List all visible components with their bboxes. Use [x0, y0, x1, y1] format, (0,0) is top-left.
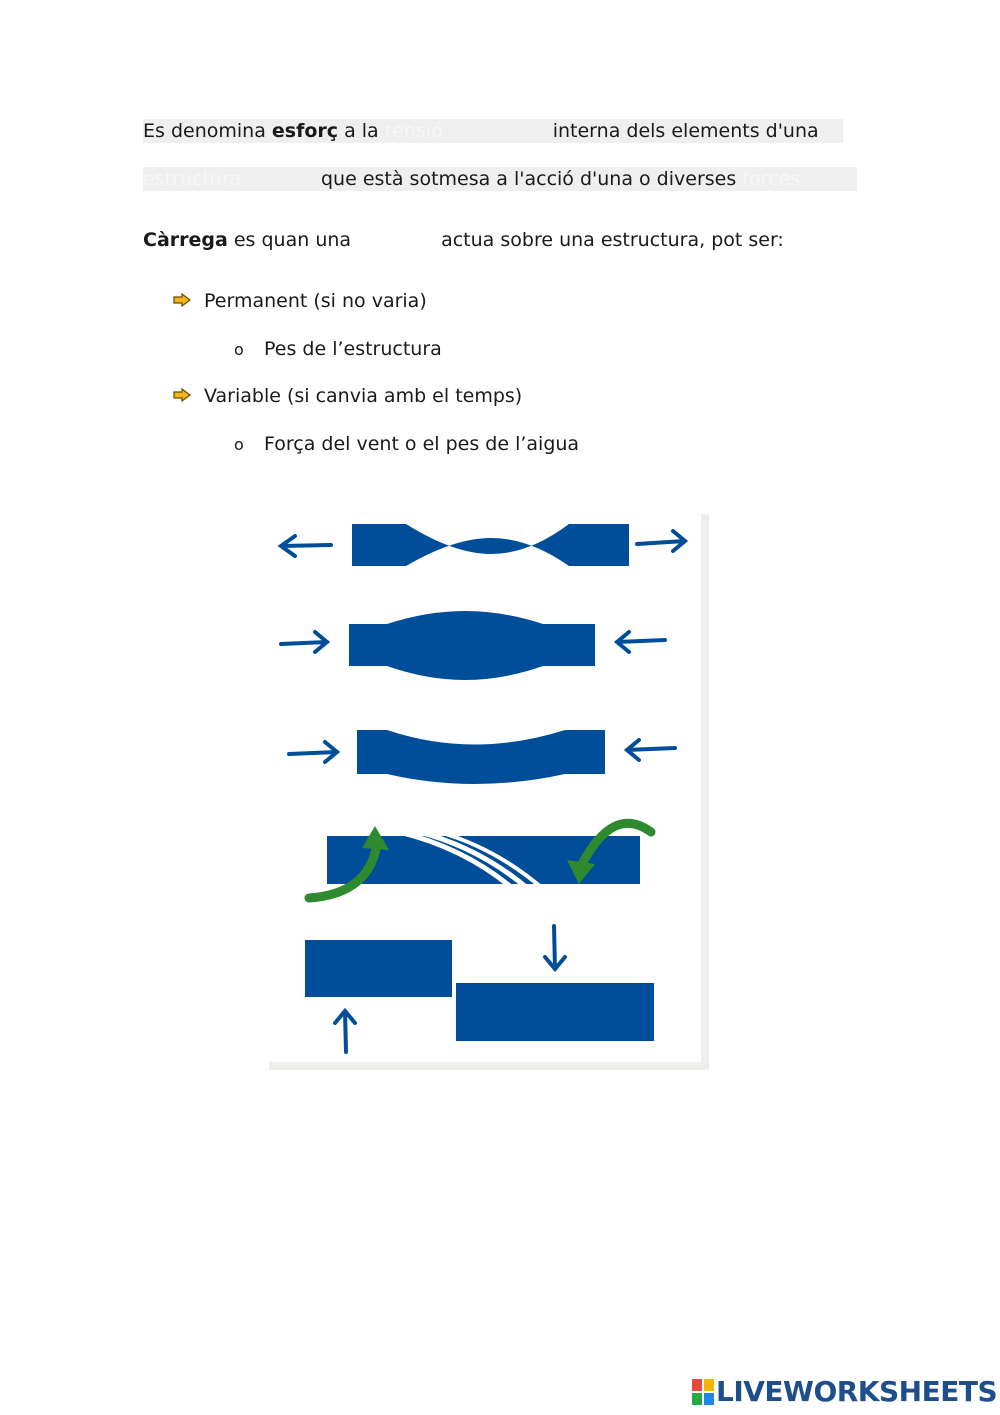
circle-bullet-icon: o — [234, 435, 244, 454]
list-item: Variable (si canvia amb el temps) — [204, 385, 523, 407]
image-border-right — [701, 514, 709, 1070]
arrow-bullet-icon — [173, 388, 191, 402]
text: a la — [338, 120, 385, 142]
text: es quan una — [227, 229, 358, 251]
definition-line-1 — [143, 119, 819, 143]
answer-blank-tensio[interactable]: tensió — [384, 120, 443, 142]
load-definition — [143, 228, 784, 252]
arrow-bullet-icon — [173, 293, 191, 307]
stress-types-diagram — [269, 514, 709, 1070]
answer-blank-estructura[interactable]: estructura — [143, 168, 242, 190]
sub-list-item: Força del vent o el pes de l’aigua — [264, 433, 580, 455]
logo-text: LIVEWORKSHEETS — [716, 1375, 998, 1408]
text: que està sotmesa a l'acció d'una o diverses — [321, 168, 743, 190]
text: Es denomina — [143, 120, 272, 142]
sub-list-item: Pes de l’estructura — [264, 338, 442, 360]
logo-tiles-icon — [692, 1379, 714, 1405]
answer-blank-forces[interactable]: forces — [742, 168, 801, 190]
image-border-bottom — [269, 1062, 709, 1070]
keyword-carrega: Càrrega — [143, 229, 228, 251]
list-item: Permanent (si no varia) — [204, 290, 427, 312]
text: interna dels elements d'una — [552, 120, 819, 142]
text: actua sobre una estructura, pot ser: — [441, 229, 784, 251]
keyword-esforc: esforç — [271, 120, 339, 142]
definition-line-2 — [143, 167, 800, 191]
circle-bullet-icon: o — [234, 340, 244, 359]
